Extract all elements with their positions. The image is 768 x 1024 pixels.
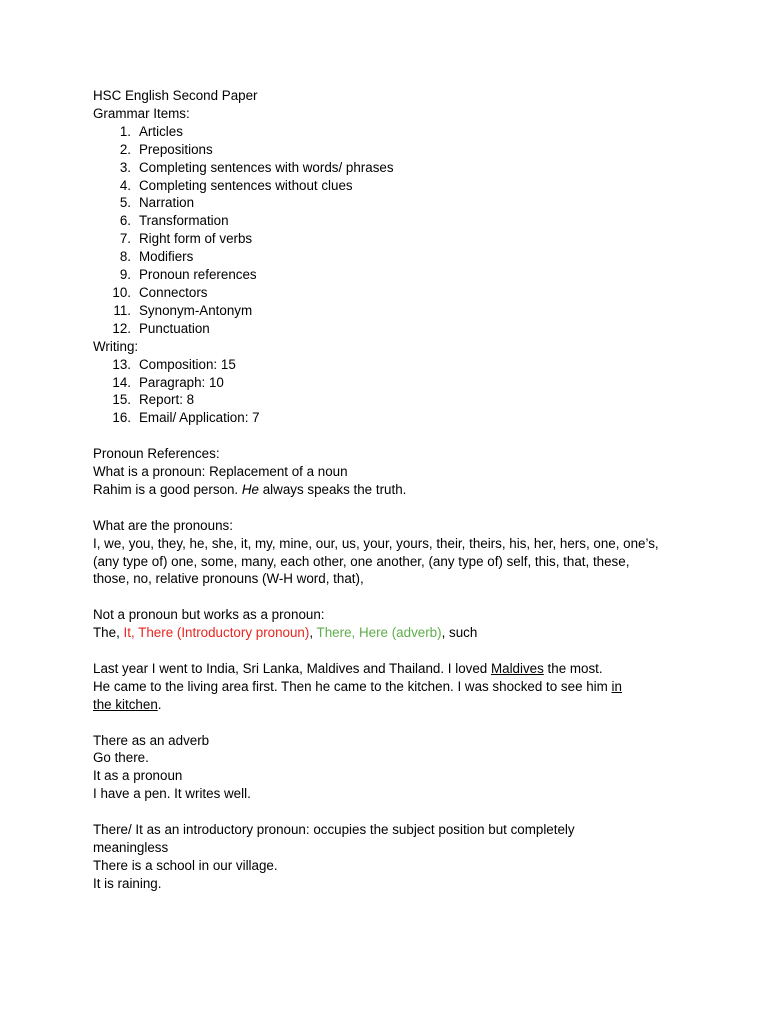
list-item <box>93 302 713 320</box>
introductory-text-line-2: meaningless <box>93 839 169 855</box>
introductory-example-2: It is raining. <box>93 875 162 891</box>
example-line-2-underlined-b: the kitchen <box>93 696 158 712</box>
example-line-2-underlined-a: in <box>611 678 622 694</box>
pronoun-example <box>93 481 713 499</box>
list-item-number: 3. <box>119 159 131 175</box>
pronoun-list-text: I, we, you, they, he, she, it, my, mine, our, us, your, yours, their, theirs, his, her, hers, one, one’s, (any type of) one, some, many, each other, one another, (any type of) self, this, that, these, those, no, relative pronouns (W-H word, that), <box>93 535 659 587</box>
not-pronoun-separator: , <box>309 625 317 641</box>
list-item-text: Synonym-Antonym <box>139 302 253 318</box>
blank-line <box>93 714 713 732</box>
blank-line <box>93 499 713 517</box>
list-item <box>93 177 713 195</box>
list-item-number: 6. <box>119 213 131 229</box>
pronoun-heading: It as a pronoun <box>93 768 183 784</box>
list-item-number: 14. <box>112 374 131 390</box>
list-item-text: Email/ Application: 7 <box>139 410 260 426</box>
list-item-text: Completing sentences without clues <box>139 177 353 193</box>
example-line-2-cont <box>93 696 713 714</box>
list-item-number: 1. <box>119 123 131 139</box>
list-item-number: 5. <box>119 195 131 211</box>
introductory-pronoun-highlight: It, There (Introductory pronoun) <box>123 625 310 641</box>
list-item <box>93 320 713 338</box>
example-line-1-after: the most. <box>543 660 603 676</box>
list-item <box>93 374 713 392</box>
pronoun-usage-example: I have a pen. It writes well. <box>93 786 251 802</box>
list-item-number: 10. <box>112 284 131 300</box>
grammar-items-list <box>93 123 713 338</box>
blank-line <box>93 427 713 445</box>
adverb-heading: There as an adverb <box>93 732 210 748</box>
adverb-highlight: There, Here (adverb) <box>316 625 442 641</box>
pronoun-references-heading: Pronoun References: <box>93 446 220 462</box>
list-item-number: 2. <box>119 141 131 157</box>
introductory-text-line-1: There/ It as an introductory pronoun: occupies the subject position but completely <box>93 822 575 838</box>
example-line-2-before: He came to the living area first. Then he came to the kitchen. I was shocked to see him <box>93 678 612 694</box>
list-item <box>93 123 713 141</box>
not-pronoun-part1: The, <box>93 625 124 641</box>
pronoun-list-heading: What are the pronouns: <box>93 517 233 533</box>
list-item-number: 16. <box>112 410 131 426</box>
list-item-text: Report: 8 <box>139 392 195 408</box>
list-item-number: 13. <box>112 356 131 372</box>
list-item-text: Paragraph: 10 <box>139 374 224 390</box>
list-item-number: 9. <box>119 267 131 283</box>
not-pronoun-end: , such <box>441 625 478 641</box>
blank-line <box>93 642 713 660</box>
writing-items-list <box>93 356 713 428</box>
list-item <box>93 230 713 248</box>
list-item <box>93 159 713 177</box>
document-body <box>93 87 713 893</box>
pronoun-example-after: always speaks the truth. <box>259 481 407 497</box>
grammar-items-heading: Grammar Items: <box>93 105 190 121</box>
list-item <box>93 391 713 409</box>
list-item-text: Prepositions <box>139 141 213 157</box>
list-item-number: 15. <box>112 392 131 408</box>
list-item-text: Modifiers <box>139 249 194 265</box>
list-item <box>93 266 713 284</box>
adverb-example: Go there. <box>93 750 149 766</box>
example-line-1 <box>93 660 713 678</box>
list-item <box>93 356 713 374</box>
list-item-number: 8. <box>119 249 131 265</box>
writing-heading: Writing: <box>93 338 139 354</box>
not-pronoun-heading: Not a pronoun but works as a pronoun: <box>93 607 325 623</box>
list-item-text: Articles <box>139 123 183 139</box>
list-item-number: 11. <box>113 302 131 318</box>
pronoun-definition: What is a pronoun: Replacement of a noun <box>93 464 348 480</box>
list-item-text: Punctuation <box>139 320 210 336</box>
list-item-text: Right form of verbs <box>139 231 253 247</box>
list-item-number: 7. <box>119 231 131 247</box>
example-line-1-underlined: Maldives <box>490 660 544 676</box>
pronoun-example-before: Rahim is a good person. <box>93 481 242 497</box>
list-item <box>93 409 713 427</box>
introductory-example-1: There is a school in our village. <box>93 857 278 873</box>
example-line-2-after: . <box>157 696 162 712</box>
not-pronoun-list <box>93 624 713 642</box>
blank-line <box>93 588 713 606</box>
list-item-number: 12. <box>112 320 131 336</box>
list-item-text: Connectors <box>139 284 208 300</box>
list-item-text: Pronoun references <box>139 267 257 283</box>
list-item-text: Transformation <box>139 213 229 229</box>
list-item <box>93 194 713 212</box>
example-line-1-before: Last year I went to India, Sri Lanka, Maldives and Thailand. I loved <box>93 660 491 676</box>
list-item <box>93 141 713 159</box>
list-item-text: Narration <box>139 195 195 211</box>
list-item-text: Completing sentences with words/ phrases <box>139 159 394 175</box>
document-title: HSC English Second Paper <box>93 88 258 103</box>
list-item <box>93 284 713 302</box>
pronoun-example-italic: He <box>241 481 259 497</box>
blank-line <box>93 803 713 821</box>
list-item-text: Composition: 15 <box>139 356 236 372</box>
example-line-2 <box>93 678 713 696</box>
list-item <box>93 248 713 266</box>
list-item <box>93 212 713 230</box>
list-item-number: 4. <box>119 177 131 193</box>
